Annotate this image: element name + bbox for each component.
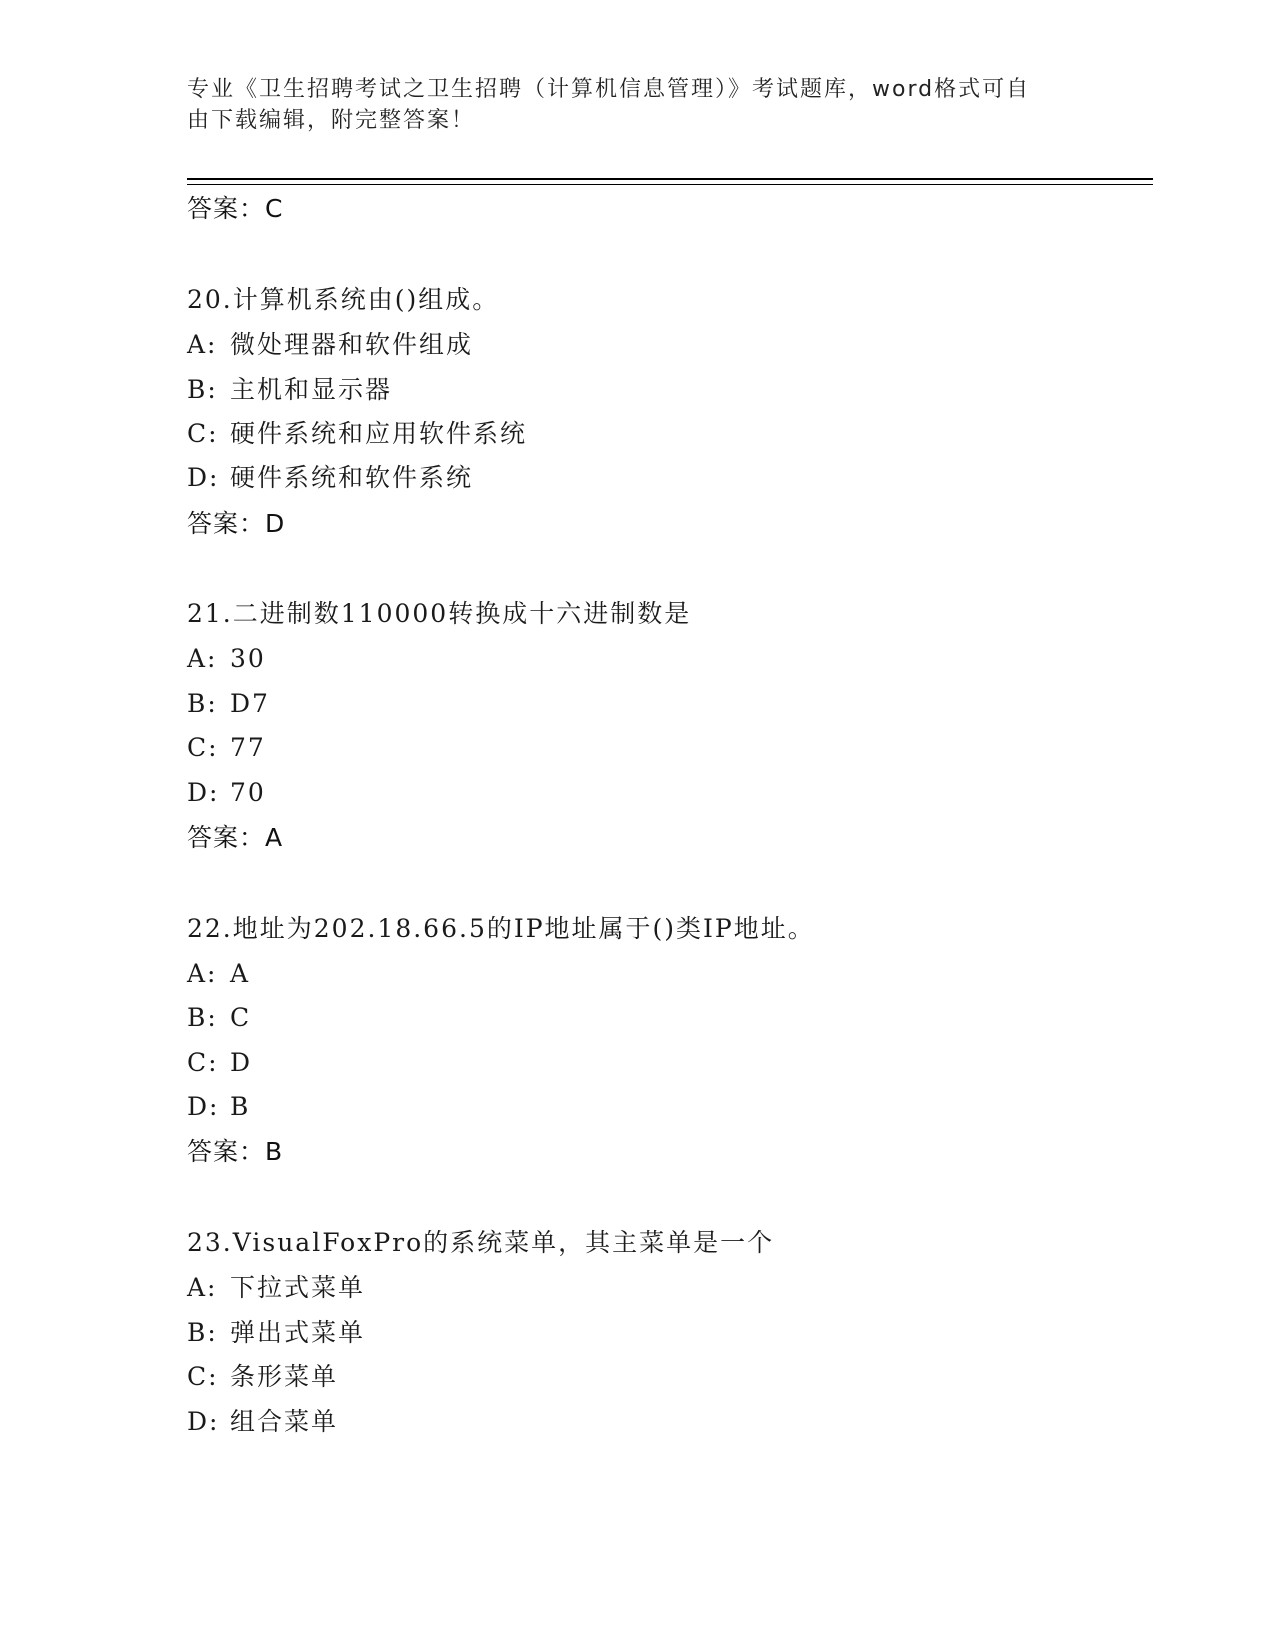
option-text: D (230, 1048, 253, 1077)
option-text: C (230, 1003, 252, 1032)
option-a (187, 329, 473, 361)
header-divider-thin (187, 184, 1153, 185)
option-text: 条形菜单 (230, 1362, 339, 1391)
option-a (187, 643, 266, 675)
option-d (187, 1406, 338, 1438)
answer-line: 答案：D (187, 509, 286, 538)
option-text: A (230, 959, 251, 988)
option-text: 主机和显示器 (230, 375, 393, 404)
previous-answer: 答案：C (187, 194, 284, 223)
option-a (187, 958, 250, 990)
option-text: 下拉式菜单 (230, 1273, 366, 1302)
option-label: A: (187, 644, 218, 673)
option-text: 70 (230, 778, 266, 807)
option-text: B (230, 1092, 251, 1121)
header-divider-thick (187, 178, 1153, 180)
option-text: 30 (230, 644, 266, 673)
option-a (187, 1272, 365, 1304)
option-b (187, 1317, 365, 1349)
answer-line: 答案：A (187, 823, 284, 852)
option-label: B: (187, 1318, 218, 1347)
option-d (187, 777, 266, 809)
option-text: 组合菜单 (230, 1407, 339, 1436)
document-header (187, 74, 1067, 136)
option-text: 硬件系统和应用软件系统 (230, 419, 528, 448)
header-line-2: 由下载编辑，附完整答案！ (187, 108, 476, 133)
option-label: C: (187, 1362, 219, 1391)
option-c (187, 418, 527, 450)
option-c (187, 1361, 338, 1393)
option-label: C: (187, 419, 219, 448)
option-c (187, 1047, 252, 1079)
question-stem: 22.地址为202.18.66.5的IP地址属于()类IP地址。 (187, 914, 815, 943)
option-text: 77 (230, 733, 266, 762)
option-label: A: (187, 959, 218, 988)
option-label: B: (187, 1003, 218, 1032)
option-text: D7 (230, 689, 270, 718)
option-label: D: (187, 463, 220, 492)
option-d (187, 1091, 250, 1123)
option-c (187, 732, 266, 764)
question-stem: 20.计算机系统由()组成。 (187, 285, 500, 314)
option-label: D: (187, 778, 220, 807)
question-stem: 23.VisualFoxPro的系统菜单，其主菜单是一个 (187, 1228, 775, 1257)
option-label: A: (187, 1273, 218, 1302)
option-text: 弹出式菜单 (230, 1318, 366, 1347)
option-b (187, 688, 270, 720)
option-label: B: (187, 689, 218, 718)
option-text: 硬件系统和软件系统 (230, 463, 474, 492)
answer-line: 答案：B (187, 1137, 284, 1166)
option-label: D: (187, 1092, 220, 1121)
question-stem: 21.二进制数110000转换成十六进制数是 (187, 599, 692, 628)
header-line-1: 专业《卫生招聘考试之卫生招聘（计算机信息管理）》考试题库，word格式可自 (187, 77, 1031, 102)
option-label: D: (187, 1407, 220, 1436)
option-label: C: (187, 733, 219, 762)
option-label: B: (187, 375, 218, 404)
option-text: 微处理器和软件组成 (230, 330, 474, 359)
option-b (187, 374, 392, 406)
option-label: A: (187, 330, 218, 359)
option-d (187, 462, 473, 494)
option-label: C: (187, 1048, 219, 1077)
option-b (187, 1002, 251, 1034)
